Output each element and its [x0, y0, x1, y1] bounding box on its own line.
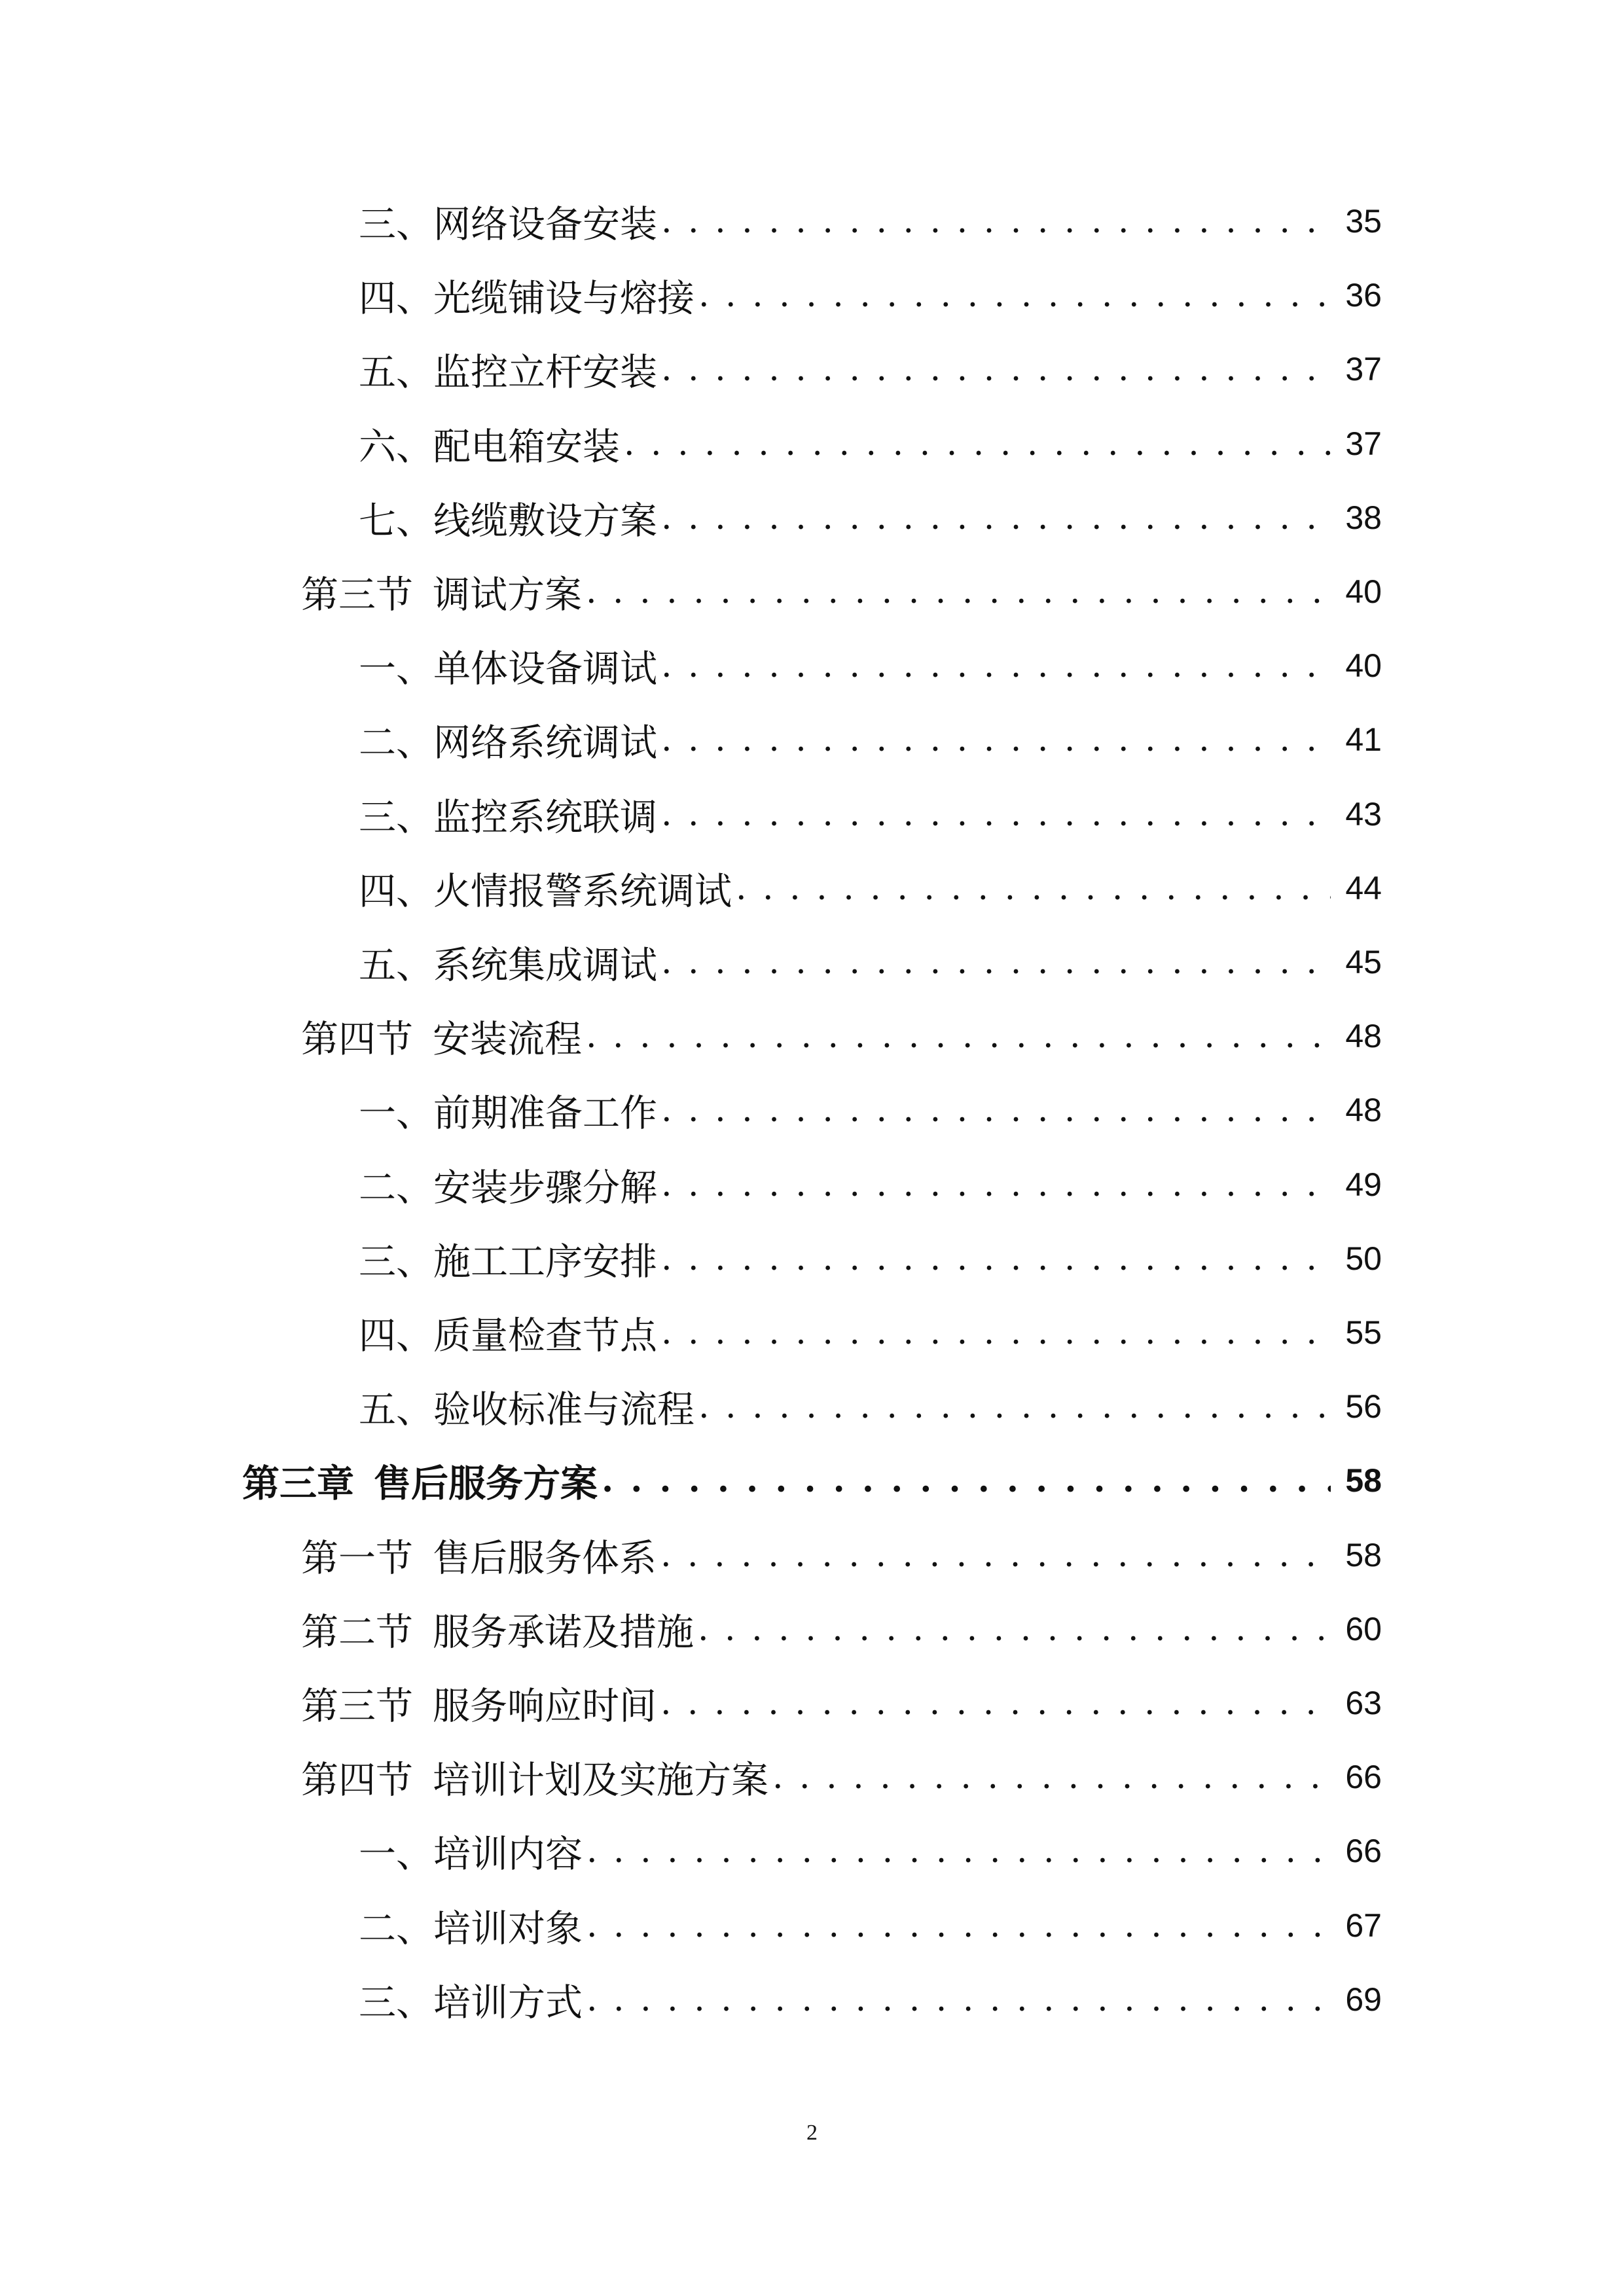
toc-entry-number: 一、: [359, 1833, 433, 1876]
dot-leader: [660, 1529, 1331, 1581]
dot-leader: [586, 1899, 1331, 1952]
toc-entry-title: 培训方式: [433, 1981, 583, 2024]
toc-entry-title: 售后服务方案: [374, 1462, 598, 1505]
toc-entry-title: 安装流程: [433, 1018, 582, 1061]
toc-entry-number: 五、: [359, 944, 433, 987]
dot-leader: [772, 1751, 1331, 1803]
dot-leader: [661, 343, 1331, 395]
toc-entry[interactable]: [359, 1306, 1382, 1359]
dot-leader: [736, 862, 1331, 914]
dot-leader: [698, 1380, 1331, 1433]
toc-entry-number: 四、: [359, 1314, 433, 1357]
toc-entry-page: 66: [1345, 1759, 1382, 1795]
toc-entry-title: 监控系统联调: [433, 796, 657, 839]
dot-leader: [586, 1825, 1331, 1877]
toc-entry[interactable]: [301, 1010, 1382, 1062]
toc-entry-number: 三、: [359, 1981, 433, 2024]
toc-entry-number: 三、: [359, 1240, 433, 1283]
toc-entry[interactable]: [359, 1380, 1382, 1433]
toc-entry-number: 一、: [359, 647, 433, 691]
dot-leader: [661, 1306, 1331, 1359]
toc-entry-title: 监控立杆安装: [433, 351, 657, 394]
toc-entry-title: 服务承诺及措施: [433, 1611, 694, 1654]
dot-leader: [661, 788, 1331, 840]
dot-leader: [586, 1010, 1331, 1062]
toc-entry[interactable]: [359, 1158, 1382, 1211]
toc-entry-number: 一、: [359, 1092, 433, 1135]
toc-entry-page: 49: [1345, 1166, 1382, 1203]
toc-entry-title: 光缆铺设与熔接: [433, 277, 695, 320]
toc-entry-title: 培训对象: [433, 1907, 583, 1950]
toc-entry-page: 44: [1345, 870, 1382, 906]
toc-entry-number: 三、: [359, 203, 433, 246]
toc-entry-title: 配电箱安装: [433, 425, 620, 469]
toc-entry[interactable]: [359, 195, 1382, 247]
toc-entry[interactable]: [359, 1825, 1382, 1877]
toc-entry-page: 35: [1345, 203, 1382, 240]
dot-leader: [661, 1232, 1331, 1285]
toc-entry[interactable]: [301, 1751, 1382, 1803]
toc-entry-page: 58: [1345, 1537, 1382, 1573]
dot-leader: [661, 713, 1331, 766]
toc-entry[interactable]: [359, 1232, 1382, 1285]
toc-entry[interactable]: [359, 936, 1382, 988]
dot-leader: [698, 1603, 1331, 1655]
toc-entry-title: 培训计划及实施方案: [433, 1759, 768, 1802]
dot-leader: [661, 1158, 1331, 1211]
toc-entry-number: 二、: [359, 721, 433, 764]
toc-entry-page: 66: [1345, 1833, 1382, 1869]
toc-entry-page: 48: [1345, 1018, 1382, 1054]
toc-entry-title: 售后服务体系: [433, 1537, 657, 1580]
toc-entry-title: 验收标准与流程: [433, 1388, 695, 1431]
toc-entry-number: 第四节: [301, 1759, 413, 1802]
toc-entry-number: 五、: [359, 351, 433, 394]
toc-entry-number: 七、: [359, 499, 433, 543]
toc-entry-number: 第四节: [301, 1018, 413, 1061]
toc-entry[interactable]: [359, 788, 1382, 840]
toc-entry-title: 单体设备调试: [433, 647, 657, 691]
toc-entry-title: 火情报警系统调试: [433, 870, 732, 913]
toc-entry-number: 第一节: [301, 1537, 413, 1580]
toc-entry-page: 45: [1345, 944, 1382, 980]
dot-leader: [661, 492, 1331, 544]
toc-entry-number: 四、: [359, 870, 433, 913]
dot-leader: [586, 565, 1331, 618]
toc-entry-page: 55: [1345, 1314, 1382, 1351]
toc-entry-page: 38: [1345, 499, 1382, 536]
toc-entry-title: 质量检查节点: [433, 1314, 657, 1357]
toc-entry-page: 50: [1345, 1240, 1382, 1277]
toc-entry-page: 63: [1345, 1685, 1382, 1721]
toc-entry-title: 前期准备工作: [433, 1092, 657, 1135]
toc-entry-page: 41: [1345, 721, 1382, 758]
toc-entry-number: 二、: [359, 1907, 433, 1950]
toc-entry-page: 60: [1345, 1611, 1382, 1647]
dot-leader: [661, 639, 1331, 692]
toc-entry[interactable]: [359, 1084, 1382, 1136]
toc-entry-page: 69: [1345, 1981, 1382, 2018]
toc-entry-number: 第三节: [301, 573, 413, 617]
toc-entry[interactable]: [359, 343, 1382, 395]
toc-entry-page: 36: [1345, 277, 1382, 314]
toc-entry-title: 系统集成调试: [433, 944, 657, 987]
toc-entry-page: 37: [1345, 351, 1382, 387]
toc-entry[interactable]: [301, 1603, 1382, 1655]
toc-entry[interactable]: [301, 1677, 1382, 1729]
toc-entry-title: 调试方案: [433, 573, 582, 617]
toc-entry-title: 网络系统调试: [433, 721, 657, 764]
toc-entry[interactable]: [359, 1899, 1382, 1952]
toc-entry-title: 线缆敷设方案: [433, 499, 657, 543]
toc-entry-page: 40: [1345, 573, 1382, 610]
toc-entry-title: 服务响应时间: [433, 1685, 657, 1728]
toc-entry-title: 培训内容: [433, 1833, 583, 1876]
toc-entry[interactable]: [359, 862, 1382, 914]
dot-leader: [586, 1973, 1331, 2026]
toc-entry-page: 67: [1345, 1907, 1382, 1944]
toc-entry-number: 第三节: [301, 1685, 413, 1728]
toc-entry-number: 三、: [359, 796, 433, 839]
toc-entry-title: 施工工序安排: [433, 1240, 657, 1283]
toc-entry[interactable]: [359, 269, 1382, 321]
dot-leader: [661, 195, 1331, 247]
toc-entry[interactable]: [359, 1973, 1382, 2026]
dot-leader: [661, 936, 1331, 988]
toc-entry-number: 二、: [359, 1166, 433, 1210]
toc-entry-page: 37: [1345, 425, 1382, 462]
toc-entry-number: 四、: [359, 277, 433, 320]
dot-leader: [602, 1454, 1331, 1507]
dot-leader: [624, 418, 1331, 470]
toc-entry[interactable]: [359, 713, 1382, 766]
toc-entry-page: 58: [1345, 1462, 1382, 1499]
toc-entry[interactable]: [301, 565, 1382, 618]
dot-leader: [698, 269, 1331, 321]
toc-entry-page: 40: [1345, 647, 1382, 684]
toc-entry-page: 43: [1345, 796, 1382, 833]
toc-entry[interactable]: [359, 418, 1382, 470]
dot-leader: [661, 1084, 1331, 1136]
toc-entry[interactable]: [359, 492, 1382, 544]
toc-entry-page: 56: [1345, 1388, 1382, 1425]
toc-entry-title: 网络设备安装: [433, 203, 657, 246]
toc-entry[interactable]: [301, 1529, 1382, 1581]
toc-entry-title: 安装步骤分解: [433, 1166, 657, 1210]
dot-leader: [660, 1677, 1331, 1729]
page-number-footer: 2: [806, 2121, 818, 2145]
toc-entry-number: 第三章: [242, 1462, 354, 1505]
toc-entry[interactable]: [242, 1454, 1382, 1507]
toc-entry[interactable]: [359, 639, 1382, 692]
toc-entry-number: 五、: [359, 1388, 433, 1431]
toc-entry-page: 48: [1345, 1092, 1382, 1128]
toc-entry-number: 第二节: [301, 1611, 413, 1654]
toc-entry-number: 六、: [359, 425, 433, 469]
